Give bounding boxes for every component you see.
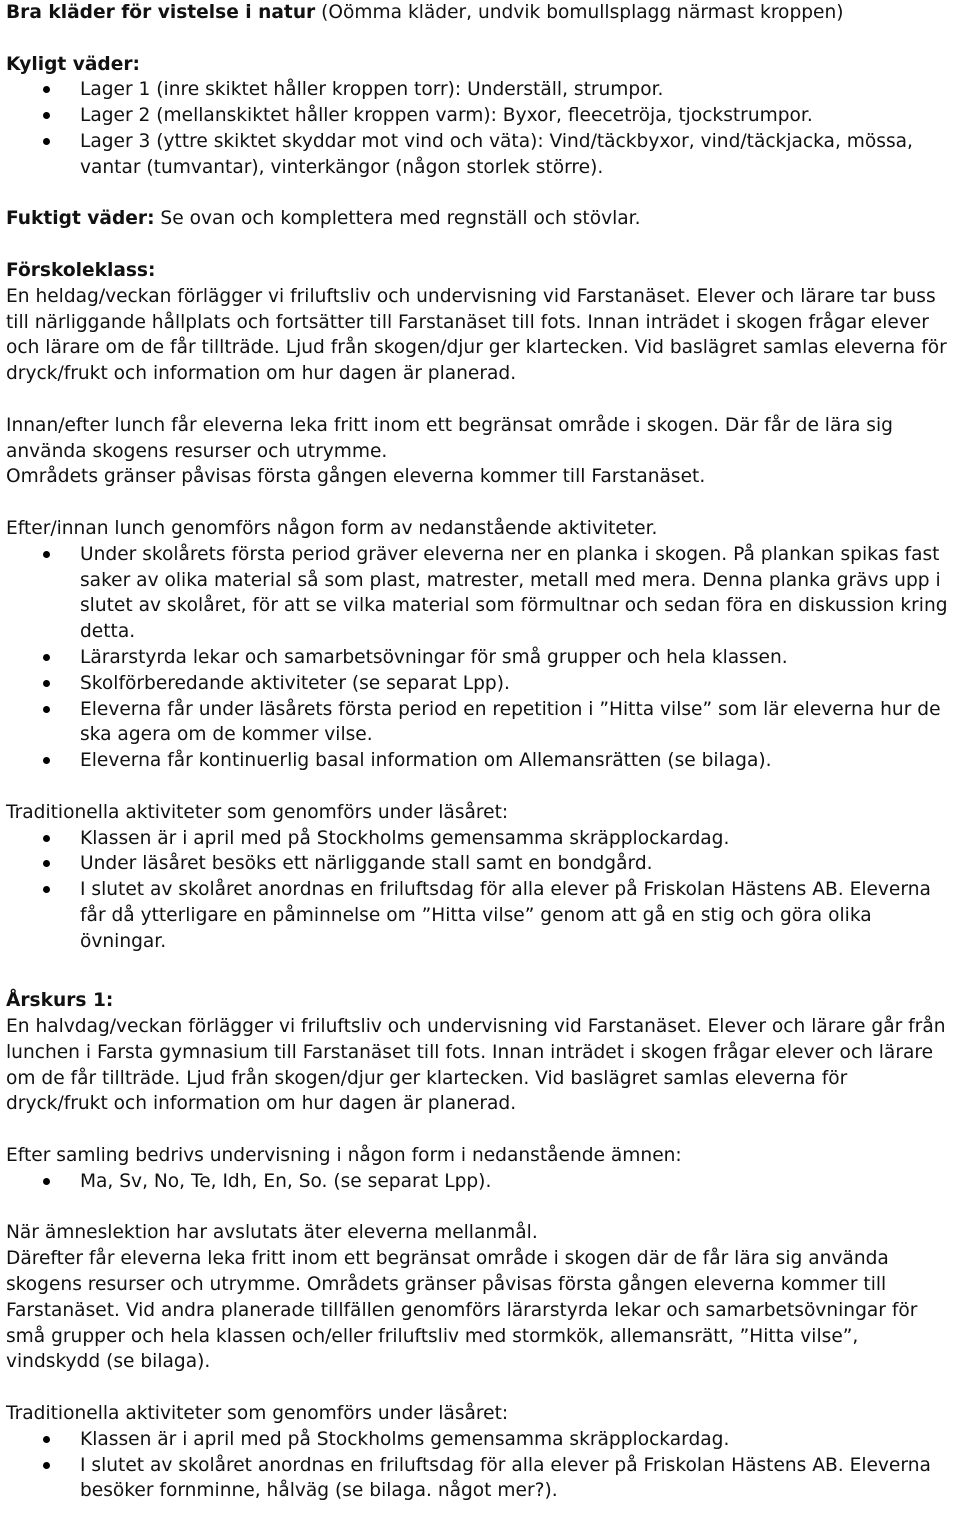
spacer [6,26,950,52]
wet-weather-text: Se ovan och komplettera med regnställ och stövlar. [154,208,641,230]
wet-weather-line [6,206,950,232]
clothing-title [6,0,950,26]
grade1-heading: Årskurs 1: [6,990,114,1012]
preschool-traditional-list [6,826,950,955]
clothing-title-note: (Oömma kläder, undvik bomullsplagg närmast kroppen) [315,2,844,23]
spacer [6,1375,950,1401]
wet-weather-heading: Fuktigt väder: [6,208,155,230]
list-item: Under läsåret besöks ett närliggande stall samt en bondgård. [6,851,950,877]
list-item: Klassen är i april med på Stockholms gemensamma skräpplockardag. [6,826,950,852]
spacer [6,490,950,516]
list-item: I slutet av skolåret anordnas en friluftsdag för alla elever på Friskolan Hästens AB. Eleverna får då ytterligare en påminnelse om ”Hitta vilse” genom att gå en stig och göra olika övningar. [6,877,950,954]
grade1-paragraph: En halvdag/veckan förlägger vi friluftsliv och undervisning vid Farstanäset. Elever och lärare går från lunchen i Farsta gymnasium till Farstanäset till fots. Innan inträdet i skogen frågar elever och lärare om de får tillträde. Ljud från skogen/djur ger klartecken. Vid baslägret samlas eleverna för dryck/frukt och information om hur dagen är planerad. [6,1016,946,1115]
clothing-title-bold: Bra kläder för vistelse i natur [6,2,316,23]
list-item: I slutet av skolåret anordnas en friluftsdag för alla elever på Friskolan Hästens AB. Eleverna besöker fornminne, hålväg (se bilaga. något mer?). [6,1453,950,1505]
list-item: Lärarstyrda lekar och samarbetsövningar för små grupper och hela klassen. [6,645,950,671]
preschool-paragraph: En heldag/veckan förlägger vi friluftsliv och undervisning vid Farstanäset. Elever och lärare tar buss till närliggande hållplats och fortsätter till Farstanäset till fots. Innan inträdet i skogen frågar elever och lärare om de får tillträde. Ljud från skogen/djur ger klartecken. Vid baslägret samlas eleverna för dryck/frukt och information om hur dagen är planerad. [6,285,947,385]
list-item: Klassen är i april med på Stockholms gemensamma skräpplockardag. [6,1427,950,1453]
spacer [6,1117,950,1143]
list-item: Ma, Sv, No, Te, Idh, En, So. (se separat Lpp). [6,1169,950,1195]
spacer [6,954,950,980]
spacer [6,1195,950,1221]
spacer [6,232,950,258]
spacer [6,387,950,413]
grade1-subjects-list [6,1169,950,1195]
list-item: Lager 1 (inre skiktet håller kroppen torr): Underställ, strumpor. [6,77,950,103]
list-item: Skolförberedande aktiviteter (se separat Lpp). [6,671,950,697]
cold-weather-list [6,77,950,180]
preschool-activities-intro: Efter/innan lunch genomförs någon form av nedanstående aktiviteter. [6,517,658,539]
preschool-paragraph: Innan/efter lunch får eleverna leka fritt inom ett begränsat område i skogen. Där får de lära sig använda skogens resurser och utrymme. [6,414,893,462]
preschool-traditional-intro: Traditionella aktiviteter som genomförs under läsåret: [6,801,509,823]
preschool-paragraph: Områdets gränser påvisas första gången eleverna kommer till Farstanäset. [6,466,706,488]
list-item: Eleverna får kontinuerlig basal information om Allemansrätten (se bilaga). [6,748,950,774]
list-item: Under skolårets första period gräver eleverna ner en planka i skogen. På plankan spikas fast saker av olika material så som plast, matrester, metall med mera. Denna planka grävs upp i slutet av skolåret, för att se vilka material som förmultnar och sedan föra en diskussion kring detta. [6,542,950,645]
grade1-paragraph: När ämneslektion har avslutats äter eleverna mellanmål. [6,1222,538,1244]
preschool-activities-list [6,542,950,774]
cold-weather-heading: Kyligt väder: [6,53,140,75]
list-item: Eleverna får under läsårets första period en repetition i ”Hitta vilse” som lär eleverna hur de ska agera om de kommer vilse. [6,697,950,749]
grade1-subjects-intro: Efter samling bedrivs undervisning i någon form i nedanstående ämnen: [6,1145,682,1167]
preschool-heading: Förskoleklass: [6,259,156,281]
grade1-paragraph: Därefter får eleverna leka fritt inom ett begränsat område i skogen där de får lära sig använda skogens resurser och utrymme. Områdets gränser påvisas första gången eleverna kommer till Farstanäset. Vid andra planerade tillfällen genomförs lärarstyrda lekar och samarbetsövningar för små grupper och hela klassen och/eller friluftsliv med stormkök, allemansrätt, ”Hitta vilse”, vindskydd (se bilaga). [6,1248,918,1373]
list-item: Lager 2 (mellanskiktet håller kroppen varm): Byxor, fleecetröja, tjockstrumpor. [6,103,950,129]
grade1-traditional-list [6,1427,950,1504]
spacer [6,181,950,207]
grade1-traditional-intro: Traditionella aktiviteter som genomförs under läsåret: [6,1403,509,1425]
spacer [6,774,950,800]
list-item: Lager 3 (yttre skiktet skyddar mot vind och väta): Vind/täckbyxor, vind/täckjacka, mössa, vantar (tumvantar), vinterkängor (någon storlek större). [6,129,950,181]
